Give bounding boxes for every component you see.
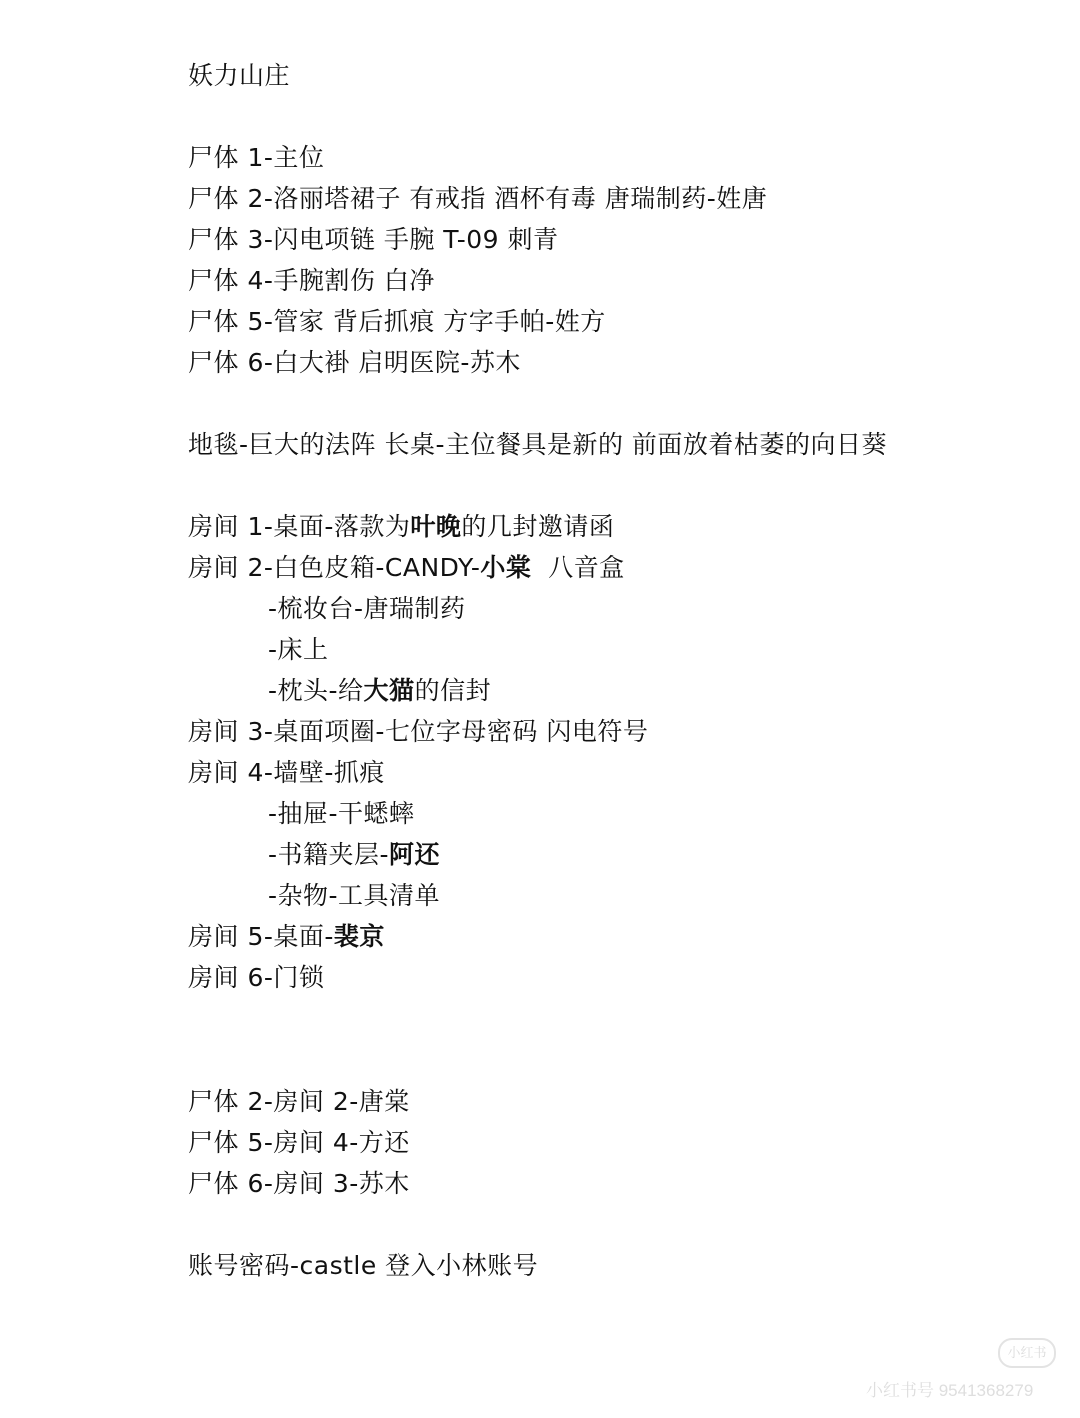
match-line-1: 尸体 2-房间 2-唐棠 xyxy=(188,1087,410,1116)
document-title: 妖力山庄 xyxy=(188,61,291,90)
room-4-sub-2: -书籍夹层-阿还 xyxy=(268,840,441,869)
watermark-text: 小红书号 9541368279 xyxy=(866,1381,1034,1400)
room-4-sub-3: -杂物-工具清单 xyxy=(268,881,441,910)
room-2-sub-3: -枕头-给大猫的信封 xyxy=(268,676,492,705)
body-line-4: 尸体 4-手腕割伤 白净 xyxy=(188,266,435,295)
watermark-logo: 小红书 xyxy=(998,1338,1056,1368)
account-line: 账号密码-castle 登入小林账号 xyxy=(188,1251,539,1280)
body-line-1: 尸体 1-主位 xyxy=(188,143,325,172)
name-highlight: 叶晚 xyxy=(410,512,462,541)
body-line-6: 尸体 6-白大褂 启明医院-苏木 xyxy=(188,348,521,377)
body-line-3: 尸体 3-闪电项链 手腕 T-09 刺青 xyxy=(188,225,559,254)
room-2-line: 房间 2-白色皮箱-CANDY-小棠 八音盒 xyxy=(188,553,625,582)
body-line-2: 尸体 2-洛丽塔裙子 有戒指 酒杯有毒 唐瑞制药-姓唐 xyxy=(188,184,768,213)
room-5-line: 房间 5-桌面-裴京 xyxy=(188,922,385,951)
match-line-2: 尸体 5-房间 4-方还 xyxy=(188,1128,410,1157)
name-highlight: 阿还 xyxy=(389,840,441,869)
name-highlight: 裴京 xyxy=(333,922,385,951)
name-highlight: 大猫 xyxy=(363,676,415,705)
name-highlight: 小棠 xyxy=(480,553,532,582)
room-4-line: 房间 4-墙壁-抓痕 xyxy=(188,758,385,787)
room-4-sub-1: -抽屉-干蟋蟀 xyxy=(268,799,415,828)
match-line-3: 尸体 6-房间 3-苏木 xyxy=(188,1169,410,1198)
body-line-5: 尸体 5-管家 背后抓痕 方字手帕-姓方 xyxy=(188,307,606,336)
room-2-sub-2: -床上 xyxy=(268,635,329,664)
room-1-line: 房间 1-桌面-落款为叶晚的几封邀请函 xyxy=(188,512,615,541)
room-3-line: 房间 3-桌面项圈-七位字母密码 闪电符号 xyxy=(188,717,649,746)
room-2-sub-1: -梳妆台-唐瑞制药 xyxy=(268,594,466,623)
hall-line: 地毯-巨大的法阵 长桌-主位餐具是新的 前面放着枯萎的向日葵 xyxy=(188,430,887,459)
room-6-line: 房间 6-门锁 xyxy=(188,963,325,992)
